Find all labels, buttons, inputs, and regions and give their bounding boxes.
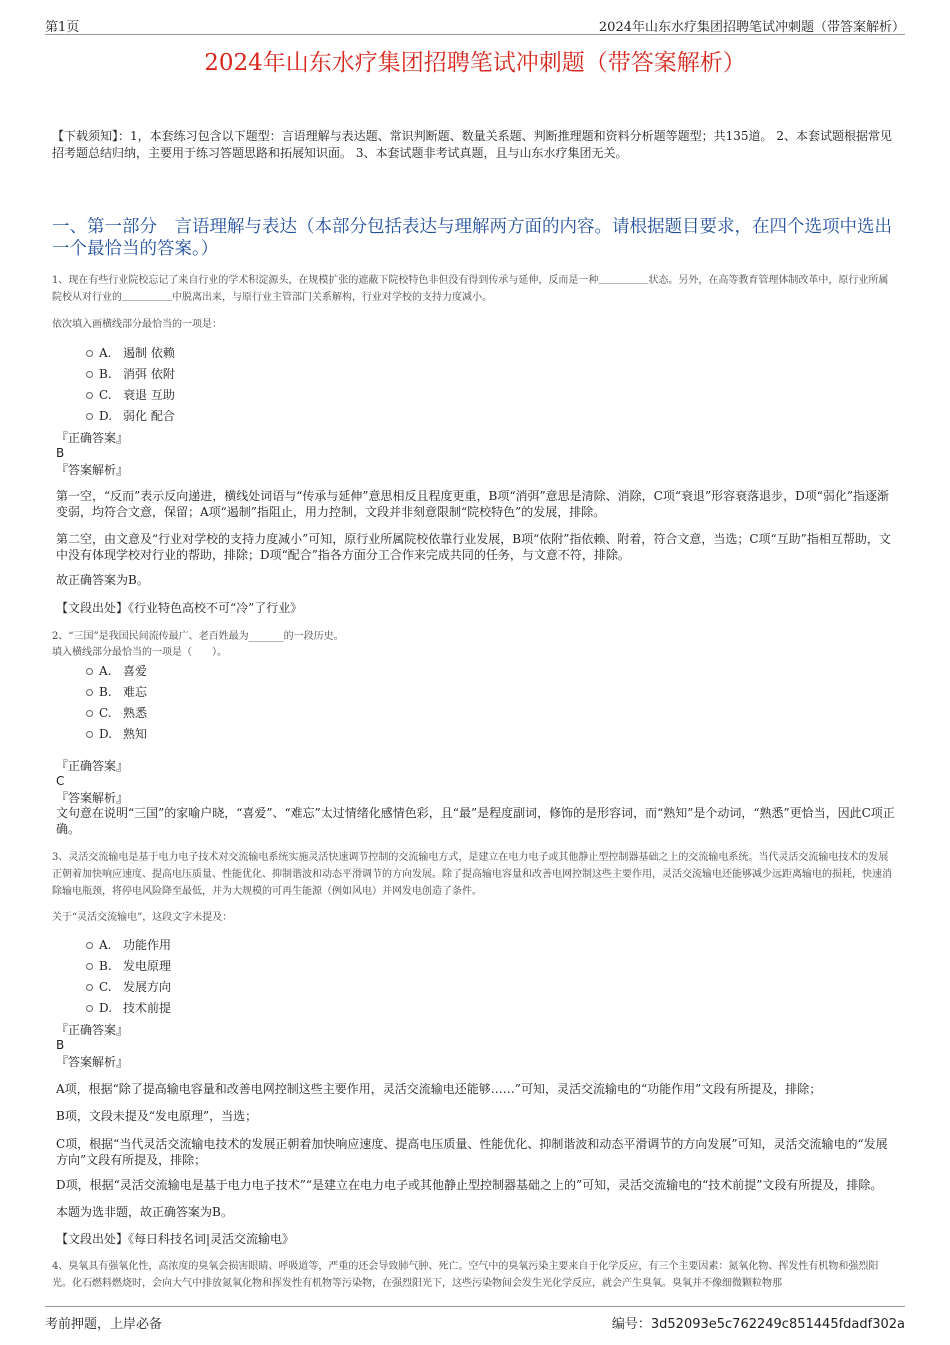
q1-answer: B: [56, 446, 65, 460]
page-number: 第1页: [45, 20, 80, 35]
footer-slogan: 考前押题，上岸必备: [45, 1317, 163, 1332]
q3-stem: 3、灵活交流输电是基于电力电子技术对交流输电系统实施灵活快速调节控制的交流输电方式，是建立在电力电子或其他静止型控制器基础之上的交流输电系统。当代灵活交流输电技术的发展正朝着加快响应速度、提高电压质量、性能优化、抑制谐波和动态平滑调节的方向发展。除了提高输电容量和改善电网控制这些主要作用，灵活交流输电还能够减少远距离输电的损耗，快速消除输电瓶颈，将停电风险降至最低，并为大规模的可再生能源（例如风电）并网发电创造了条件。: [52, 852, 892, 897]
q2-option-c[interactable]: C. 熟悉: [86, 705, 147, 721]
q3-source: 【文段出处】《每日科技名词|灵活交流输电》: [56, 1232, 295, 1246]
q1-analysis-3: 故正确答案为B。: [56, 573, 149, 587]
q1-prompt: 依次填入画横线部分最恰当的一项是：: [52, 319, 222, 330]
q3-answer: B: [56, 1038, 65, 1052]
q4-stem: 4、臭氧具有强氧化性，高浓度的臭氧会损害眼睛、呼吸道等，严重的还会导致肺气肿、死亡。空气中的臭氧污染主要来自于化学反应，有三个主要因素：氮氧化物、挥发性有机物和强烈阳光。化石燃料燃烧时，会向大气中排放氮氧化物和挥发性有机物等污染物，在强烈阳光下，这些污染物间会发生光化学反应，就会产生臭氧。臭氧并不像细微颗粒物那: [52, 1261, 879, 1289]
radio-icon[interactable]: [86, 984, 93, 991]
q3-analysis-2: B项，文段未提及“发电原理”，当选；: [56, 1109, 258, 1123]
q1-option-a[interactable]: A. 遏制 依赖: [86, 345, 175, 361]
q2-stem: 2、“三国”是我国民间流传最广、老百姓最为_______的一段历史。: [52, 631, 344, 642]
section-heading: 一、第一部分 言语理解与表达（本部分包括表达与理解两方面的内容。请根据题目要求，在四个选项中选出一个最恰当的答案。）: [52, 217, 892, 259]
q1-option-b[interactable]: B. 消弭 依附: [86, 366, 175, 382]
page-footer: [45, 1306, 905, 1337]
q3-option-b[interactable]: B. 发电原理: [86, 958, 171, 974]
radio-icon[interactable]: [86, 1005, 93, 1012]
q1-source: 【文段出处】《行业特色高校不可“冷”了行业》: [56, 601, 303, 615]
q2-answer-label: 『正确答案』: [56, 759, 129, 773]
q2-option-d[interactable]: D. 熟知: [86, 726, 147, 742]
q3-analysis-label: 『答案解析』: [56, 1055, 129, 1069]
q2-analysis: 文句意在说明“三国”的家喻户晓，“喜爱”、“难忘”太过情绪化感情色彩，且“最”是程度副词，修饰的是形容词，而“熟知”是个动词，“熟悉”更恰当，因此C项正确。: [56, 806, 895, 836]
page-header: [45, 14, 905, 35]
q3-prompt: 关于“灵活交流输电”，这段文字未提及：: [52, 912, 233, 923]
radio-icon[interactable]: [86, 731, 93, 738]
radio-icon[interactable]: [86, 350, 93, 357]
radio-icon[interactable]: [86, 963, 93, 970]
q3-analysis-4: D项，根据“灵活交流输电是基于电力电子技术”“是建立在电力电子或其他静止型控制器基础之上的”可知，灵活交流输电的“技术前提”文段有所提及，排除。: [56, 1178, 883, 1192]
q3-answer-label: 『正确答案』: [56, 1023, 129, 1037]
q2-answer: C: [56, 774, 65, 788]
q3-option-c[interactable]: C. 发展方向: [86, 979, 171, 995]
q1-analysis-2: 第二空，由文意及“行业对学校的支持力度减小”可知，原行业所属院校依靠行业发展，B项“依附”指依赖、附着，符合文意，当选；C项“互助”指相互帮助，文中没有体现学校对行业的帮助，排除；D项“配合”指各方面分工合作来完成共同的任务，与文意不符，排除。: [56, 532, 891, 562]
document-title: 2024年山东水疗集团招聘笔试冲刺题（带答案解析）: [204, 50, 746, 76]
download-notice: 【下载须知】：1，本套练习包含以下题型：言语理解与表达题、常识判断题、数量关系题、判断推理题和资料分析题等题型；共135道。 2、本套试题根据常见招考题总结归纳，主要用于练习答题思路和拓展知识面。 3、本套试题非考试真题，且与山东水疗集团无关。: [52, 129, 892, 160]
radio-icon[interactable]: [86, 668, 93, 675]
q3-analysis-3: C项，根据“当代灵活交流输电技术的发展正朝着加快响应速度、提高电压质量、性能优化、抑制谐波和动态平滑调节的方向发展”可知，灵活交流输电的“发展方向”文段有所提及，排除；: [56, 1137, 888, 1167]
q3-analysis-5: 本题为选非题，故正确答案为B。: [56, 1205, 233, 1219]
q3-analysis-1: A项，根据“除了提高输电容量和改善电网控制这些主要作用，灵活交流输电还能够……”可知，灵活交流输电的“功能作用”文段有所提及，排除；: [56, 1082, 822, 1096]
radio-icon[interactable]: [86, 392, 93, 399]
radio-icon[interactable]: [86, 710, 93, 717]
header-doc-title: 2024年山东水疗集团招聘笔试冲刺题（带答案解析）: [598, 20, 905, 35]
q1-option-c[interactable]: C. 衰退 互助: [86, 387, 175, 403]
radio-icon[interactable]: [86, 371, 93, 378]
q2-option-b[interactable]: B. 难忘: [86, 684, 147, 700]
radio-icon[interactable]: [86, 942, 93, 949]
q2-prompt: 填入横线部分最恰当的一项是（ ）。: [52, 647, 227, 658]
q1-answer-label: 『正确答案』: [56, 431, 129, 445]
q2-option-a[interactable]: A. 喜爱: [86, 663, 147, 679]
q1-analysis-label: 『答案解析』: [56, 463, 129, 477]
radio-icon[interactable]: [86, 413, 93, 420]
footer-code: 编号：3d52093e5c762249c851445fdadf302a: [611, 1317, 905, 1332]
q2-analysis-label: 『答案解析』: [56, 791, 129, 805]
radio-icon[interactable]: [86, 689, 93, 696]
q1-option-d[interactable]: D. 弱化 配合: [86, 408, 175, 424]
q3-option-a[interactable]: A. 功能作用: [86, 937, 171, 953]
q1-analysis-1: 第一空，“反而”表示反向递进，横线处词语与“传承与延伸”意思相反且程度更重，B项“消弭”意思是清除、消除，C项“衰退”形容衰落退步，D项“弱化”指逐渐变弱，均符合文意，保留；A项“遏制”指阻止，用力控制，文段并非刻意限制“院校特色”的发展，排除。: [56, 489, 889, 519]
q3-option-d[interactable]: D. 技术前提: [86, 1000, 171, 1016]
q1-stem: 1、现在有些行业院校忘记了来自行业的学术积淀源头，在规模扩张的遮蔽下院校特色非但没有得到传承与延伸，反而是一种＿＿＿＿＿状态。另外，在高等教育管理体制改革中，原行业所属院校从对行业的＿＿＿＿＿中脱离出来，与原行业主管部门关系解构，行业对学校的支持力度减小。: [52, 275, 889, 303]
